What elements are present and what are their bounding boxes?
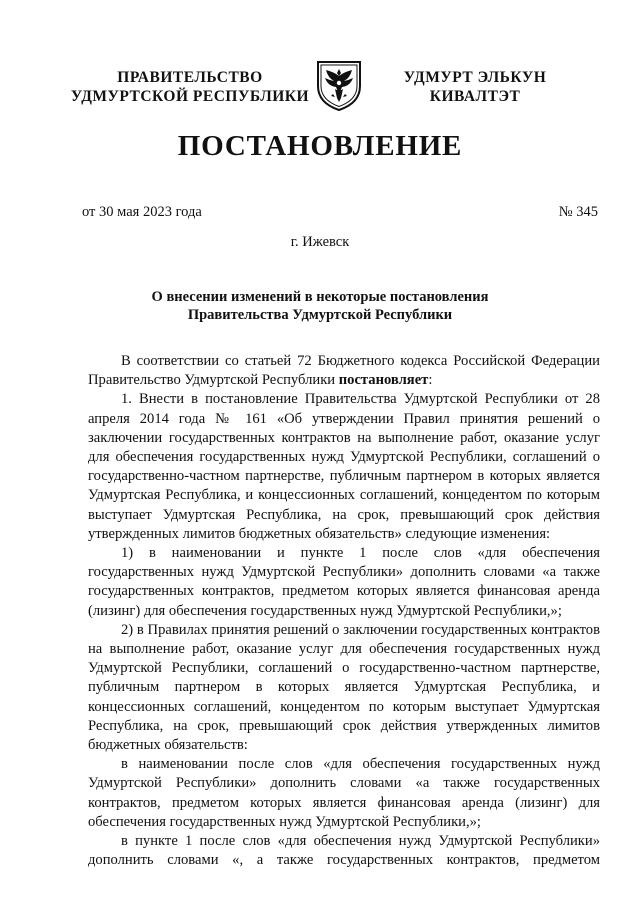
coat-of-arms-icon [314,56,364,112]
header-right-line2: КИВАЛТЭТ [429,88,521,105]
document-subject [60,288,580,324]
header-left [70,68,310,106]
body-paragraph-1: 1. Внести в постановление Правительства Удмуртской Республики от 28 апреля 2014 года № 161 «Об утверждении Правил принятия решений о заключении государственных контрактов на выполнение работ, оказание услуг для обеспечения государственных нужд Удмуртской Республики, соглашений о государственно-частном партнерстве, публичным партнером в которых является Удмуртская Республика, и концессионных соглашений, концедентом по которым выступает Удмуртская Республика, на срок, превышающий срок действия утвержденных лимитов бюджетных обязательств» следующие изменения: [88,391,600,542]
header-left-line2: УДМУРТСКОЙ РЕСПУБЛИКИ [70,88,310,105]
header-left-line1: ПРАВИТЕЛЬСТВО [117,69,263,86]
header-right-line1: УДМУРТ ЭЛЬКУН [403,69,547,86]
document-date: от 30 мая 2023 года [82,204,202,220]
subject-line2: Правительства Удмуртской Республики [187,307,453,323]
intro-bold-keyword: постановляет [338,372,429,389]
intro-end: : [428,372,433,389]
document-number: № 345 [558,204,598,220]
body-paragraph-2: 1) в наименовании и пункте 1 после слов «для обеспечения государственных нужд Удмуртской Республики» дополнить словами «а также государственных контрактов, предметом которых является финансовая аренда (лизинг) для обеспечения государственных нужд Удмуртской Республики,»; [88,545,600,619]
body-paragraph-intro [88,352,600,390]
header-right [376,68,574,106]
body-paragraph-3: 2) в Правилах принятия решений о заключении государственных контрактов на выполнение работ, оказание услуг для обеспечения государственных нужд Удмуртской Республики, соглашений о государственно-частном партнерстве, публичным партнером в которых является Удмуртская Республика, и концессионных соглашений, концедентом по которым выступает Удмуртская Республика, на срок, превышающий срок действия утвержденных лимитов бюджетных обязательств: [88,621,600,754]
body-paragraph-5: в пункте 1 после слов «для обеспечения нужд Удмуртской Республики» дополнить словами «, а также государственных контрактов, предметом [88,833,600,869]
date-number-row [82,204,598,221]
document-body [88,352,600,870]
intro-text: В соответствии со статьей 72 Бюджетного кодекса Российской Федерации Правительство Удмуртской Республики [88,353,600,389]
document-title: ПОСТАНОВЛЕНИЕ [177,130,463,162]
document-city: г. Ижевск [290,234,350,250]
body-paragraph-4: в наименовании после слов «для обеспечения государственных нужд Удмуртской Республики» дополнить словами «а также государственных контрактов, предметом которых является финансовая аренда (лизинг) для обеспечения государственных нужд Удмуртской Республики,»; [88,756,600,830]
subject-line1: О внесении изменений в некоторые постановления [151,289,489,305]
